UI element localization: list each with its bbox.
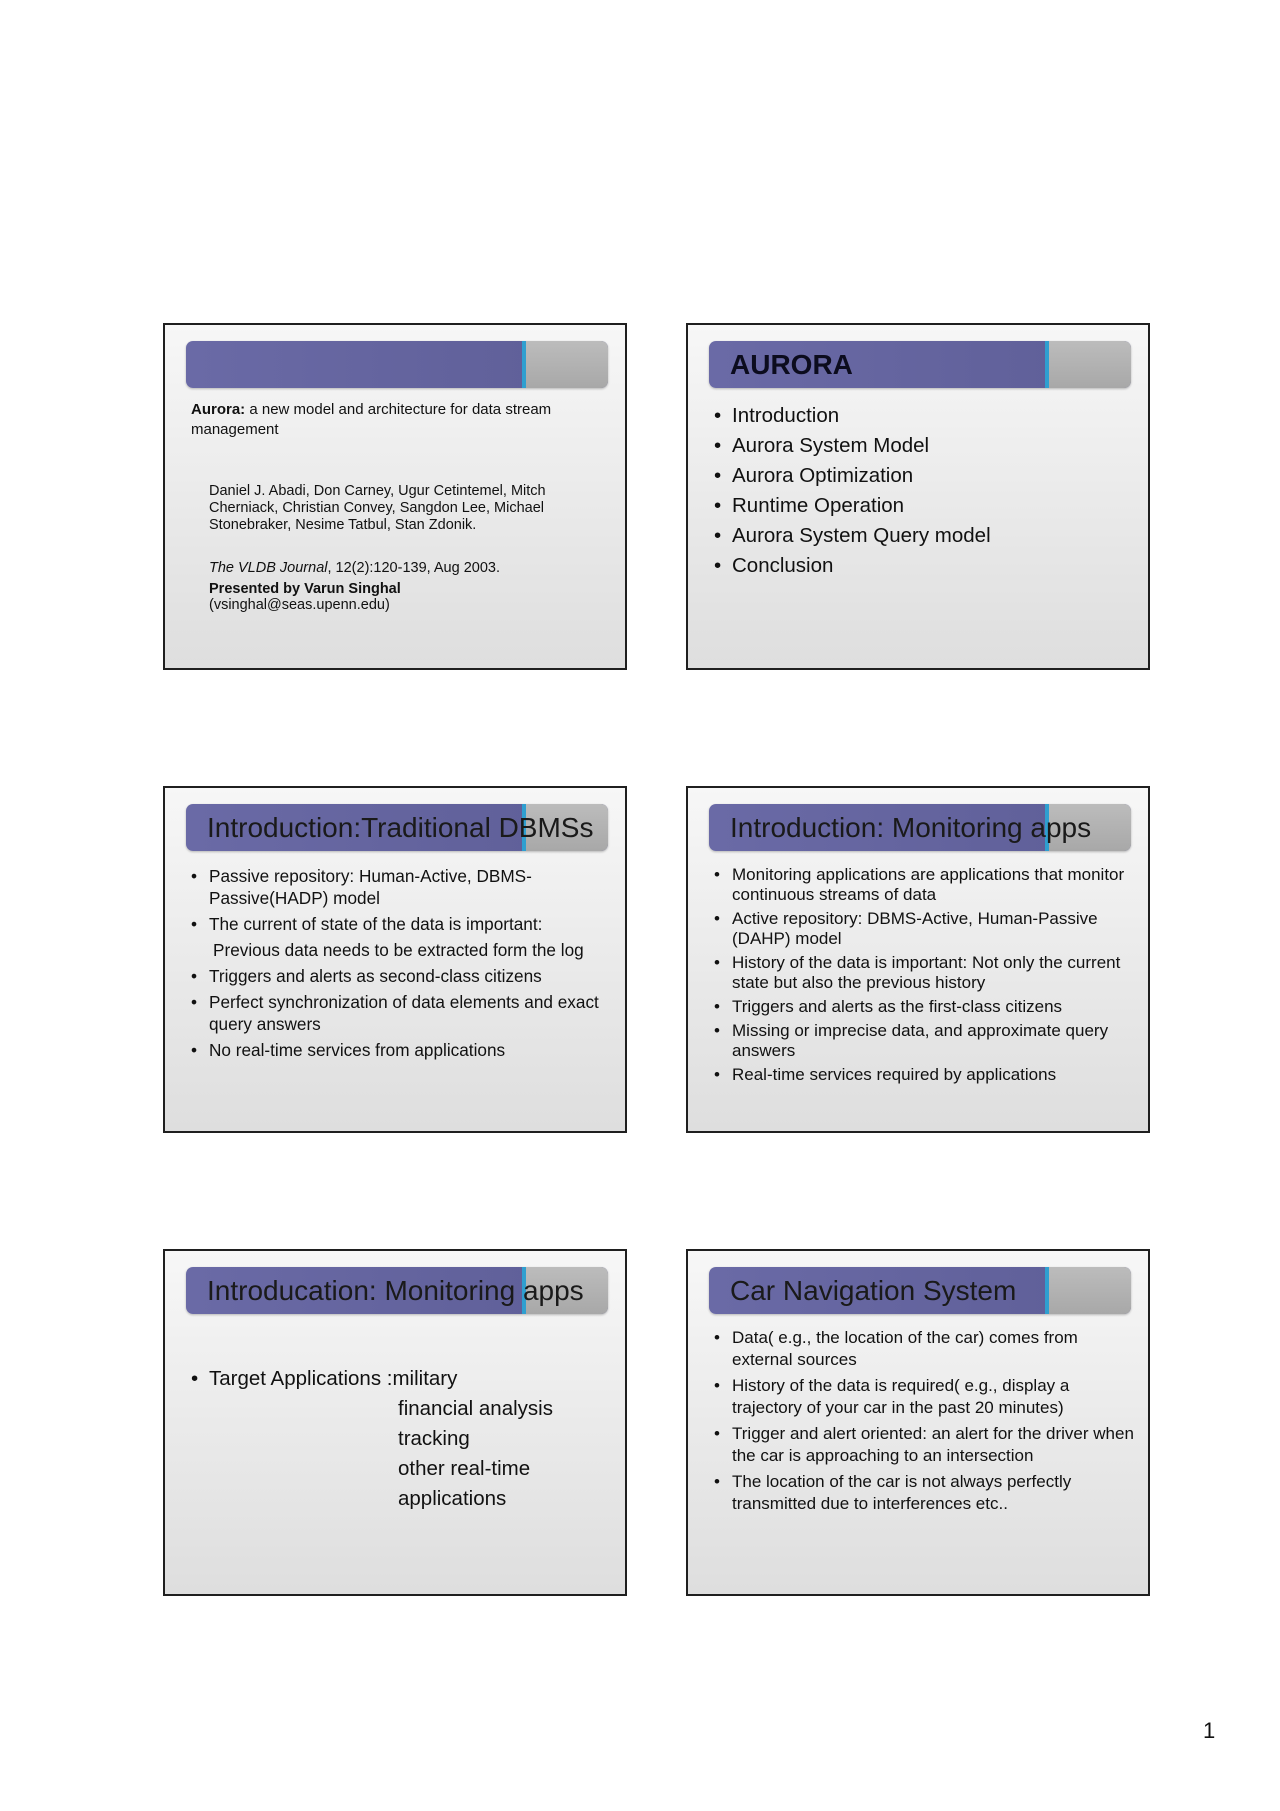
slide-target-applications <box>163 1249 627 1596</box>
paper-authors: Daniel J. Abadi, Don Carney, Ugur Cetintemel, Mitch Cherniack, Christian Convey, Sangdon Lee, Michael Stonebraker, Nesime Tatbul, Stan Zdonik. <box>209 483 546 533</box>
list-item: • Triggers and alerts as the first-class citizens <box>714 997 1134 1017</box>
title-bar-cap <box>522 341 608 388</box>
slide-monitoring-apps <box>686 786 1150 1133</box>
list-item: • Aurora System Query model <box>714 521 1134 551</box>
list-item <box>191 1364 611 1514</box>
slide-title: Introducation: Monitoring apps <box>207 1275 584 1306</box>
presenter-email: (vsinghal@seas.upenn.edu) <box>209 597 390 613</box>
page-number: 1 <box>1203 1718 1216 1743</box>
outline-list <box>714 401 1134 581</box>
bullet-list <box>714 1327 1134 1519</box>
bullet-list <box>191 1364 611 1514</box>
slide-title: Introduction:Traditional DBMSs <box>207 812 594 843</box>
list-item: • Conclusion <box>714 551 1134 581</box>
paper-title-bold: Aurora: <box>191 401 246 418</box>
list-item: • Data( e.g., the location of the car) comes from external sources <box>714 1327 1134 1371</box>
list-item: • Trigger and alert oriented: an alert for the driver when the car is approaching to an intersection <box>714 1423 1134 1467</box>
journal-details: , 12(2):120-139, Aug 2003. <box>327 560 501 576</box>
paper-title-rest: a new model and architecture for data stream management <box>191 401 552 438</box>
list-item-continuation: Previous data needs to be extracted form the log <box>213 940 584 960</box>
slide-title-page <box>163 323 627 670</box>
journal-name: The VLDB Journal <box>209 560 328 576</box>
list-item: • Real-time services required by applications <box>714 1065 1134 1085</box>
list-item: • No real-time services from applications <box>191 1039 601 1061</box>
list-item: • Passive repository: Human-Active, DBMS-Passive(HADP) model <box>191 865 601 909</box>
list-item <box>191 913 601 961</box>
slide-title: AURORA <box>730 349 853 380</box>
title-bar-cap <box>1045 1267 1131 1314</box>
list-item: • Aurora Optimization <box>714 461 1134 491</box>
list-item: • History of the data is required( e.g., display a trajectory of your car in the past 20 minutes) <box>714 1375 1134 1419</box>
list-item: • The location of the car is not always perfectly transmitted due to interferences etc.. <box>714 1471 1134 1515</box>
sub-item: applications <box>398 1487 507 1510</box>
list-item: • Monitoring applications are applications that monitor continuous streams of data <box>714 865 1134 905</box>
list-item: • Aurora System Model <box>714 431 1134 461</box>
bullet-list <box>191 865 601 1065</box>
bullet-list <box>714 865 1134 1089</box>
title-bar-cap <box>1045 341 1131 388</box>
slide-title: Car Navigation System <box>730 1275 1017 1306</box>
list-item-text: The current of state of the data is important: <box>209 914 543 934</box>
slide-title-bar <box>186 341 608 388</box>
presenter-name: Presented by Varun Singhal <box>209 581 401 597</box>
slide-car-navigation <box>686 1249 1150 1596</box>
list-item: • Triggers and alerts as second-class citizens <box>191 965 601 987</box>
list-item: • Runtime Operation <box>714 491 1134 521</box>
slide-outline <box>686 323 1150 670</box>
paper-title <box>191 400 591 440</box>
list-item: • Perfect synchronization of data elements and exact query answers <box>191 991 601 1035</box>
list-item: • Active repository: DBMS-Active, Human-Passive (DAHP) model <box>714 909 1134 949</box>
list-item: • History of the data is important: Not only the current state but also the previous history <box>714 953 1134 993</box>
sub-item: other real-time <box>398 1457 531 1480</box>
list-item: • Introduction <box>714 401 1134 431</box>
list-item: • Missing or imprecise data, and approximate query answers <box>714 1021 1134 1061</box>
slide-title: Introduction: Monitoring apps <box>730 812 1092 843</box>
sub-item: financial analysis <box>398 1397 553 1420</box>
list-item-text: Target Applications :military <box>209 1367 458 1390</box>
journal-citation <box>209 558 589 578</box>
sub-item: tracking <box>398 1427 470 1450</box>
slide-traditional-dbms <box>163 786 627 1133</box>
